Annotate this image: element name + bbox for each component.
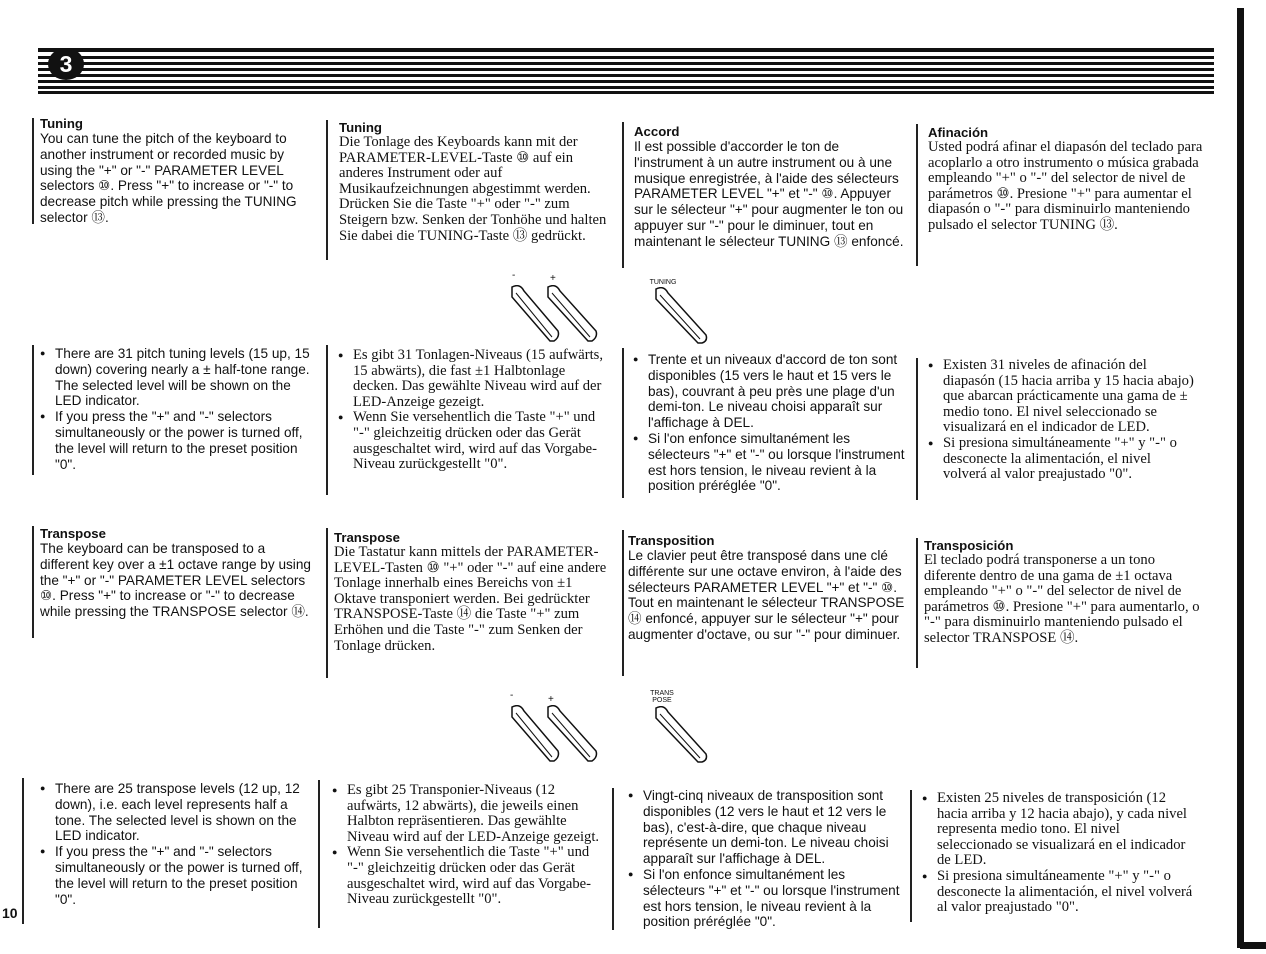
list-item: ● Wenn Sie versehentlich die Taste "+" und "-" gleichzeitig drücken oder das Gerät ausgeschaltet wird, wird auf das Vorgabe-Niveau zurückgestellt "0". (332, 845, 602, 907)
spanish-transpose-notes (922, 791, 1196, 916)
paragraph: Die Tonlage des Keyboards kann mit der PARAMETER-LEVEL-Taste ⑩ auf ein anderes Instrument oder auf Musikaufzeichnungen abgestimmt werden. Drücken Sie die Taste "+" oder "-" zum Steigern bzw. Senken der Tonhöhe und halten Sie dabei die TUNING-Taste ⑬ gedrückt. (339, 134, 607, 244)
plus-label: + (550, 273, 556, 284)
paragraph: Le clavier peut être transposé dans une clé différente sur une octave environ, à l'aide des sélecteurs PARAMETER LEVEL "+" et "-" ⑩. Tout en maintenant le sélecteur TRANSPOSE ⑭ enfoncé, appuyer sur le sélecteur "+" pour augmenter d'octave, ou sur "-" pour diminuer. (628, 548, 905, 642)
minus-label: - (512, 270, 516, 281)
column-marker (326, 345, 328, 495)
german-tuning (339, 120, 607, 244)
page-edge-bar (1237, 8, 1244, 948)
section-heading: Tuning (40, 116, 83, 131)
column-marker (318, 780, 320, 928)
paragraph: Die Tastatur kann mittels der PARAMETER-LEVEL-Tasten ⑩ "+" oder "-" auf eine andere Tonlage innerhalb eines Bereichs von ±1 Oktave transponiert werden. Bei gedrückter TRANSPOSE-Taste ⑭ die Taste "+" zum Erhöhen und die Taste "-" zum Senken der Tonlage drücken. (334, 544, 607, 654)
minus-label: - (510, 690, 514, 701)
column-marker (22, 778, 24, 924)
english-transpose (40, 526, 312, 620)
section-heading: Transpose (334, 530, 400, 545)
list-item: ● Trente et un niveaux d'accord de ton sont disponibles (15 vers le haut et 15 vers le bas), couvrant à peu près une plage d'un demi-ton. Le niveau choisi apparaît sur l'affichage à DEL. (633, 352, 907, 431)
section-number-badge: 3 (48, 48, 84, 80)
paragraph: The keyboard can be transposed to a different key over a ±1 octave range by using the "+" or "-" PARAMETER LEVEL selectors ⑩. Press "+" to increase or "-" to decrease while pressing the TRANSPOSE selector ⑭. (40, 541, 311, 620)
column-marker (326, 528, 328, 678)
section-heading: Accord (634, 124, 680, 139)
column-marker (32, 345, 34, 475)
page-edge-foot (1240, 942, 1266, 949)
list-item: ● If you press the "+" and "-" selectors simultaneously or the power is turned off, the level will return to the preset position "0". (40, 409, 312, 472)
list-item: ● Si presiona simultáneamente "+" y "-" o desconecte la alimentación, el nivel volverá al valor preajustado "0". (928, 436, 1198, 483)
list-item: ● If you press the "+" and "-" selectors simultaneously or the power is turned off, the level will return to the preset position "0". (40, 844, 312, 907)
spanish-transpose (924, 538, 1200, 647)
paragraph: El teclado podrá transponerse a un tono diferente dentro de una gama de ±1 octava empleando "+" o "-" del selector de nivel de parámetros ⑩. Presione "+" para aumentarlo, o "-" para disminuirlo manteniendo pulsado el selector TRANSPOSE ⑭. (924, 552, 1200, 646)
paragraph: Usted podrá afinar el diapasón del teclado para acoplarlo a otro instrumento o música grabada empleando "+" o "-" del selector de nivel de parámetros ⑩. Presione "+" para aumentar el diapasón o "-" para disminuirlo manteniendo pulsado el selector TUNING ⑬. (928, 139, 1203, 233)
german-transpose-notes (332, 783, 602, 908)
tuning-switch-illustration (654, 287, 714, 347)
spanish-tuning-notes (928, 358, 1198, 483)
english-tuning (40, 116, 312, 226)
section-heading: Afinación (928, 125, 989, 140)
spanish-tuning (928, 125, 1204, 234)
column-marker (32, 526, 34, 638)
column-marker (622, 348, 624, 498)
column-marker (326, 120, 328, 260)
list-item: ● Vingt-cinq niveaux de transposition sont disponibles (12 vers le haut et 12 vers le bas), c'est-à-dire, que chaque niveau représente un demi-ton. Le niveau choisi apparaît sur l'affichage à DEL. (628, 788, 904, 867)
list-item: ● Existen 25 niveles de transposición (12 hacia arriba y 12 hacia abajo), y cada nivel representa medio tono. El nivel seleccionado se visualizará en el indicador de LED. (922, 791, 1196, 869)
list-item: ● Existen 31 niveles de afinación del diapasón (15 hacia arriba y 15 hacia abajo) que abarcan prácticamente una gama de ± medio tono. El nivel seleccionado se visualizará en el indicador de LED. (928, 358, 1198, 436)
column-marker (916, 358, 918, 500)
column-marker (910, 790, 912, 922)
german-transpose (334, 530, 608, 654)
list-item: ● There are 31 pitch tuning levels (15 up, 15 down) covering nearly a ± half-tone range. The selected level will be shown on the LED indicator. (40, 346, 312, 409)
section-header-band (38, 48, 1214, 94)
list-item: ● Wenn Sie versehentlich die Taste "+" und "-" gleichzeitig drücken oder das Gerät ausgeschaltet wird, wird auf das Vorgabe-Niveau zurückgestellt "0". (338, 410, 606, 472)
english-transpose-notes (40, 781, 312, 907)
parameter-level-switches-illustration (510, 285, 610, 345)
paragraph: You can tune the pitch of the keyboard to another instrument or recorded music by using the "+" or "-" PARAMETER LEVEL selectors ⑩. Press "+" to increase or "-" to decrease pitch while pressing the TUNING selector ⑬. (40, 131, 297, 225)
list-item: ● There are 25 transpose levels (12 up, 12 down), i.e. each level represents half a tone. The selected level is shown on the LED indicator. (40, 781, 312, 844)
french-tuning-notes (633, 352, 907, 494)
section-heading: Tuning (339, 120, 382, 135)
german-tuning-notes (338, 348, 606, 473)
section-heading: Transpose (40, 526, 106, 541)
section-heading: Transposition (628, 533, 715, 548)
french-transpose (628, 533, 906, 643)
section-heading: Transposición (924, 538, 1014, 553)
english-tuning-notes (40, 346, 312, 472)
transpose-switch-illustration (654, 706, 714, 766)
transpose-switch-label: TRANS POSE (650, 690, 674, 704)
parameter-level-switches-illustration (510, 705, 610, 765)
column-marker (916, 124, 918, 266)
plus-label: + (548, 694, 554, 705)
french-transpose-notes (628, 788, 904, 930)
column-marker (612, 788, 614, 930)
column-marker (622, 530, 624, 676)
column-marker (622, 122, 624, 268)
tuning-switch-label: TUNING (649, 279, 677, 286)
list-item: ● Si l'on enfonce simultanément les sélecteurs "+" et "-" ou lorsque l'instrument est hors tension, le niveau revient à la position préréglée "0". (633, 431, 907, 494)
list-item: ● Es gibt 25 Transponier-Niveaus (12 aufwärts, 12 abwärts), die jeweils einen Halbton repräsentieren. Das gewählte Niveau wird auf der LED-Anzeige gezeigt. (332, 783, 602, 845)
column-marker (32, 118, 34, 224)
paragraph: Il est possible d'accorder le ton de l'instrument à un autre instrument ou à une musique enregistrée, à l'aide des sélecteurs PARAMETER LEVEL "+" et "-" ⑩. Appuyer sur le sélecteur "+" pour augmenter le ton ou appuyer sur "-" pour le diminuer, tout en maintenant le sélecteur TUNING ⑬ enfoncé. (634, 139, 904, 249)
list-item: ● Es gibt 31 Tonlagen-Niveaus (15 aufwärts, 15 abwärts), die fast ±1 Halbtonlage decken. Das gewählte Niveau wird auf der LED-Anzeige gezeigt. (338, 348, 606, 410)
list-item: ● Si l'on enfonce simultanément les sélecteurs "+" et "-" ou lorsque l'instrument est hors tension, le niveau revient à la position préréglée "0". (628, 867, 904, 930)
list-item: ● Si presiona simultáneamente "+" y "-" o desconecte la alimentación, el nivel volverá al valor preajustado "0". (922, 869, 1196, 916)
page-number: 10 (2, 905, 18, 921)
french-tuning (634, 124, 910, 250)
column-marker (916, 538, 918, 668)
